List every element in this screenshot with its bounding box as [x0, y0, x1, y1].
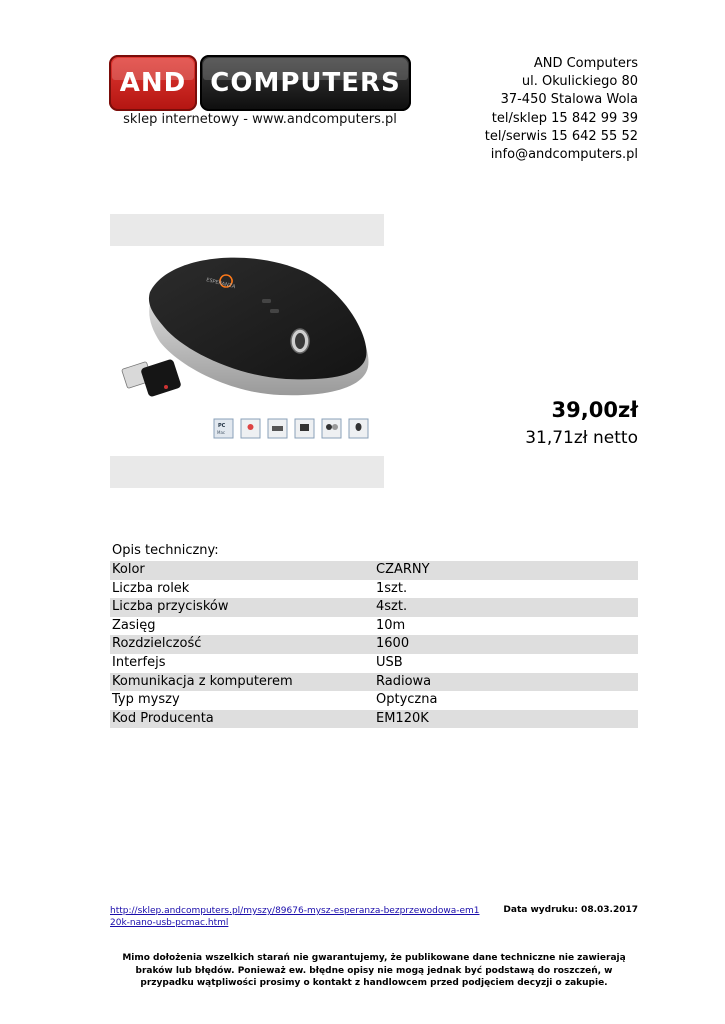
spec-title: Opis techniczny: [112, 543, 219, 558]
spec-key: Komunikacja z komputerem [112, 673, 293, 689]
feature-icons-row [214, 419, 368, 438]
spec-value: 1600 [376, 636, 410, 652]
table-row [110, 710, 638, 729]
mouse-brand-label: ESPERANZA [205, 277, 236, 291]
company-street: ul. Okulickiego 80 [521, 74, 638, 90]
spec-key: Zasięg [112, 617, 156, 633]
price-gross: 39,00zł [551, 398, 638, 422]
table-row [110, 654, 638, 673]
image-bottom-bar [110, 456, 384, 488]
spec-value: EM120K [376, 710, 429, 726]
table-row [110, 598, 638, 617]
spec-value: 1szt. [376, 580, 408, 596]
svg-text:PC: PC [218, 423, 226, 429]
spec-value: 10m [376, 617, 406, 633]
spec-key: Interfejs [112, 654, 166, 670]
logo-and-block [109, 55, 197, 111]
image-top-bar [110, 214, 384, 246]
product-photo [110, 247, 384, 455]
spec-value: Optyczna [376, 692, 438, 708]
logo-computers-block [200, 55, 411, 111]
spec-key: Kod Producenta [112, 710, 214, 726]
spec-key: Liczba przycisków [112, 599, 229, 615]
spec-table [110, 561, 638, 728]
spec-value: Radiowa [376, 673, 432, 689]
print-date: Data wydruku: 08.03.2017 [503, 905, 638, 915]
table-row [110, 691, 638, 710]
shop-tagline: sklep internetowy - www.andcomputers.pl [123, 112, 397, 127]
company-name: AND Computers [533, 56, 638, 71]
spec-value: CZARNY [376, 562, 430, 577]
spec-key: Typ myszy [112, 692, 180, 708]
spec-key: Kolor [112, 562, 145, 577]
company-address [485, 55, 638, 164]
company-phone-shop: tel/sklep 15 842 99 39 [491, 110, 638, 126]
company-city: 37-450 Stalowa Wola [500, 92, 638, 108]
spec-value: 4szt. [376, 599, 408, 615]
spec-value: USB [376, 654, 403, 670]
company-phone-service: tel/serwis 15 642 55 52 [484, 128, 638, 144]
table-row [110, 580, 638, 599]
table-row [110, 673, 638, 692]
logo-and-text: AND [119, 68, 187, 98]
disclaimer-text: Mimo dołożenia wszelkich starań nie gwarantujemy, że publikowane dane techniczne nie zawierają braków lub błędów. Ponieważ ew. błędne opisy nie mogą jednak być podstawą do roszczeń, w przypadku wątpliwości prosimy o kontakt z handlowcem przed podjęciem decyzji o zakupie. [122, 953, 626, 988]
price-net: 31,71zł netto [525, 428, 638, 448]
product-url-link[interactable]: http://sklep.andcomputers.pl/myszy/89676-mysz-esperanza-bezprzewodowa-em120k-nano-usb-pcmac.html [110, 906, 480, 928]
logo-computers-text: COMPUTERS [210, 68, 401, 98]
table-row [110, 635, 638, 654]
company-email: info@andcomputers.pl [490, 147, 638, 163]
svg-text:Mac: Mac [217, 430, 226, 435]
table-row [110, 561, 638, 580]
company-logo [109, 55, 411, 111]
table-row [110, 617, 638, 636]
spec-key: Rozdzielczość [112, 636, 202, 652]
spec-key: Liczba rolek [112, 580, 190, 596]
